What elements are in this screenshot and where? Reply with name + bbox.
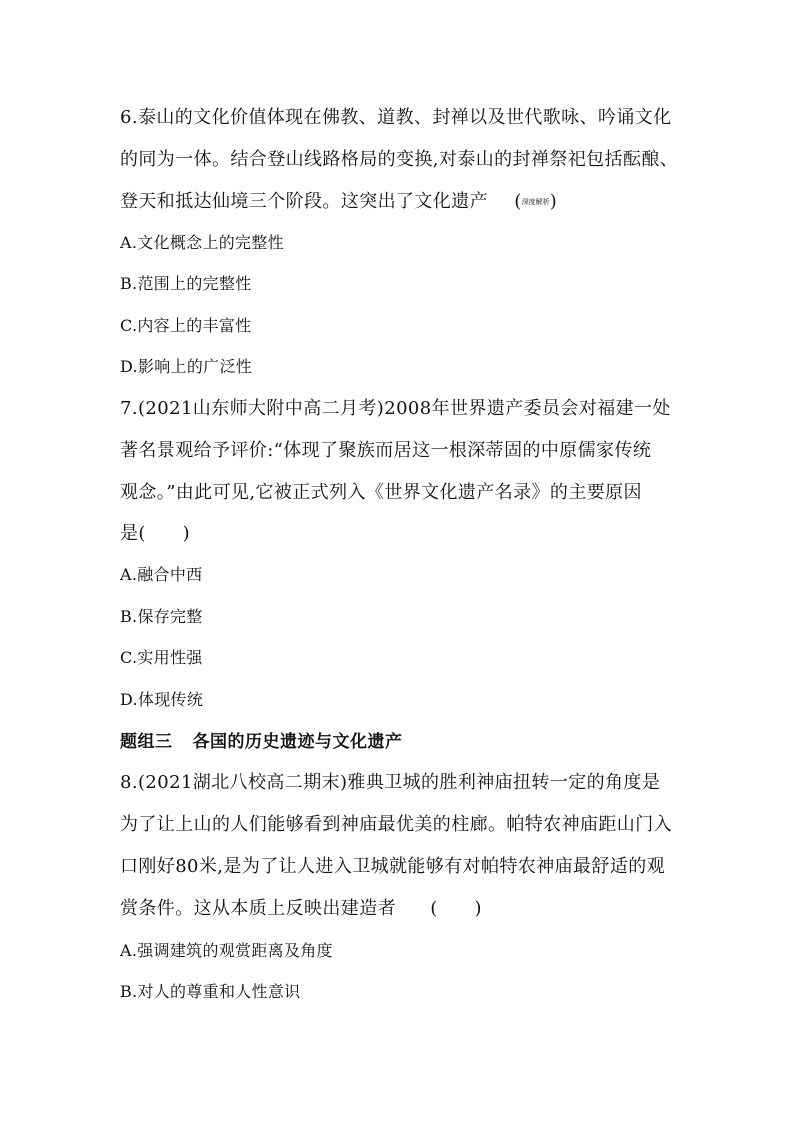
q6-stem-line-3-text: 登天和抵达仙境三个阶段。这突出了文化遗产 — [120, 191, 488, 212]
q8-stem-line-2: 为了让上山的人们能够看到神庙最优美的柱廊。帕特农神庙距山门入 — [120, 814, 672, 835]
q7-option-c: C.实用性强 — [120, 648, 203, 667]
q6-option-c: C.内容上的丰富性 — [120, 316, 252, 335]
q8-option-b: B.对人的尊重和人性意识 — [120, 982, 301, 1001]
q6-analysis-tag: 深度解析 — [521, 198, 550, 206]
section-label: 题组三 — [120, 732, 173, 752]
q6-option-b: B.范围上的完整性 — [120, 274, 252, 293]
section-title: 各国的历史遗迹与文化遗产 — [192, 732, 403, 752]
q7-stem-line-2: 著名景观给予评价:“体现了聚族而居这一根深蒂固的中原儒家传统 — [120, 440, 652, 461]
q7-stem-line-3: 观念。”由此可见,它被正式列入《世界文化遗产名录》的主要原因 — [120, 482, 642, 503]
q7-option-b: B.保存完整 — [120, 607, 203, 626]
q7-option-a: A.融合中西 — [120, 565, 203, 584]
q7-stem-line-4: 是( ) — [120, 523, 191, 544]
q6-stem-line-1: 6.泰山的文化价值体现在佛教、道教、封禅以及世代歌咏、吟诵文化 — [120, 107, 672, 128]
q8-stem-line-3: 口刚好80米,是为了让人进入卫城就能够有对帕特农神庙最舒适的观 — [120, 856, 666, 877]
q6-option-a: A.文化概念上的完整性 — [120, 233, 284, 252]
q7-stem-line-1: 7.(2021山东师大附中高二月考)2008年世界遗产委员会对福建一处 — [120, 398, 671, 419]
q8-stem-line-1: 8.(2021湖北八校高二期末)雅典卫城的胜利神庙扭转一定的角度是 — [120, 772, 661, 793]
q6-stem-line-2: 的同为一体。结合登山线路格局的变换,对泰山的封禅祭祀包括酝酿、 — [120, 149, 679, 170]
q7-option-d: D.体现传统 — [120, 690, 204, 709]
q8-option-a: A.强调建筑的观赏距离及角度 — [120, 941, 333, 960]
q8-stem-line-4-text: 赏条件。这从本质上反映出建造者 — [120, 898, 396, 919]
q6-answer-paren-open: ( — [514, 191, 522, 212]
q6-answer-paren-close: ) — [549, 191, 558, 212]
q8-answer-paren: ( ) — [430, 898, 482, 919]
section-heading — [120, 731, 403, 753]
q6-stem-line-3 — [120, 191, 557, 213]
q6-option-d: D.影响上的广泛性 — [120, 357, 253, 376]
q8-stem-line-4 — [120, 898, 482, 920]
